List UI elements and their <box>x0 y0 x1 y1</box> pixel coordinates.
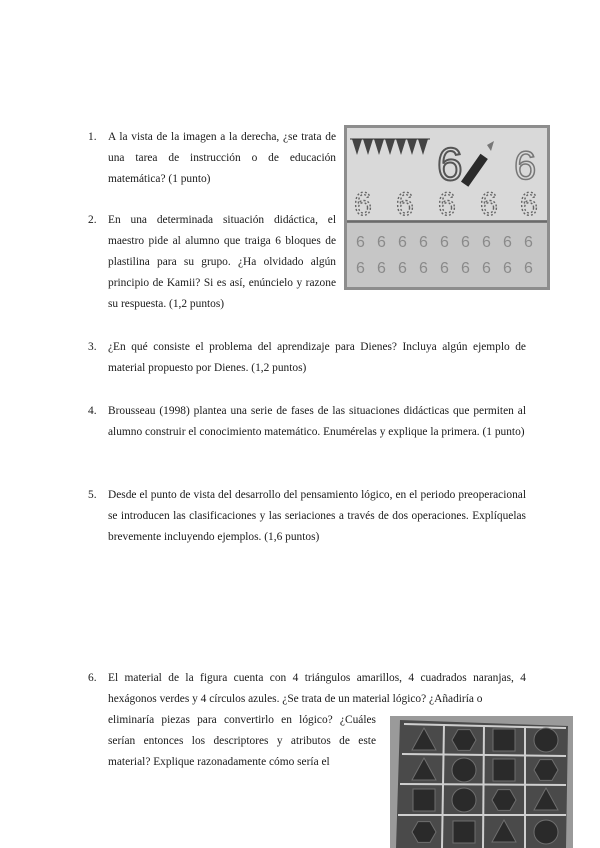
logic-blocks-image <box>390 716 573 848</box>
question-text-continued: eliminaría piezas para convertirlo en lógico? ¿Cuáles serían entonces los descriptores y atributos de este material? Explique razonadamente cómo sería el <box>108 714 376 768</box>
small-six: 6 <box>356 234 365 251</box>
small-six: 6 <box>440 234 449 251</box>
question-text: Brousseau (1998) plantea una serie de fases de las situaciones didácticas que permiten al alumno construir el conocimiento matemático. Enumérelas y explique la primera. (1 punto) <box>108 405 526 438</box>
question-text: Desde el punto de vista del desarrollo del pensamiento lógico, en el periodo preoperacional se introducen las clasificaciones y las seriaciones a través de dos operaciones. Explíquelas brevemente incluyendo ejemplos. (1,6 puntos) <box>108 489 526 543</box>
question-text: En una determinada situación didáctica, el maestro pide al alumno que traiga 6 bloques de plastilina para su grupo. ¿Ha olvidado algún principio de Kamii? Si es así, enúncielo y razone su respuesta. (1,2 puntos) <box>108 214 336 310</box>
small-six: 6 <box>356 260 365 277</box>
small-six: 6 <box>419 260 428 277</box>
small-six: 6 <box>440 260 449 277</box>
small-six: 6 <box>461 234 470 251</box>
dotted-six: 6 <box>438 186 456 222</box>
small-six: 6 <box>503 260 512 277</box>
circle-block <box>534 728 558 752</box>
question-number: 5. <box>88 489 97 501</box>
small-six: 6 <box>377 260 386 277</box>
small-six: 6 <box>398 234 407 251</box>
small-six: 6 <box>503 234 512 251</box>
square-block <box>493 759 515 781</box>
dotted-six: 6 <box>480 186 498 222</box>
number-six-worksheet-image <box>344 125 550 290</box>
circle-block <box>452 788 476 812</box>
question-number: 6. <box>88 672 97 684</box>
small-six: 6 <box>524 234 533 251</box>
circle-block <box>534 820 558 844</box>
small-six: 6 <box>461 260 470 277</box>
square-block <box>453 821 475 843</box>
question-text: ¿En qué consiste el problema del aprendizaje para Dienes? Incluya algún ejemplo de material propuesto por Dienes. (1,2 puntos) <box>108 341 526 374</box>
small-six: 6 <box>482 234 491 251</box>
small-six: 6 <box>419 234 428 251</box>
question-3 <box>88 337 526 379</box>
dotted-six: 6 <box>354 186 372 222</box>
question-number: 2. <box>88 214 97 226</box>
question-1 <box>88 127 336 190</box>
small-six: 6 <box>482 260 491 277</box>
question-text: El material de la figura cuenta con 4 triángulos amarillos, 4 cuadrados naranjas, 4 hexágonos verdes y 4 círculos azules. ¿Se trata de un material lógico? ¿Añadiría o <box>108 672 526 705</box>
small-six: 6 <box>524 260 533 277</box>
traced-six-digit: 6 <box>514 144 537 188</box>
square-block <box>413 789 435 811</box>
question-2 <box>88 210 336 315</box>
question-4 <box>88 401 526 443</box>
question-5 <box>88 485 526 548</box>
circle-block <box>452 758 476 782</box>
question-number: 3. <box>88 341 97 353</box>
small-six: 6 <box>377 234 386 251</box>
large-six-digit: 6 <box>437 138 463 190</box>
question-text: A la vista de la imagen a la derecha, ¿se trata de una tarea de instrucción o de educación matemática? (1 punto) <box>108 131 336 185</box>
question-number: 1. <box>88 131 97 143</box>
small-six: 6 <box>398 260 407 277</box>
dotted-six: 6 <box>520 186 538 222</box>
question-number: 4. <box>88 405 97 417</box>
dotted-six: 6 <box>396 186 414 222</box>
square-block <box>493 729 515 751</box>
